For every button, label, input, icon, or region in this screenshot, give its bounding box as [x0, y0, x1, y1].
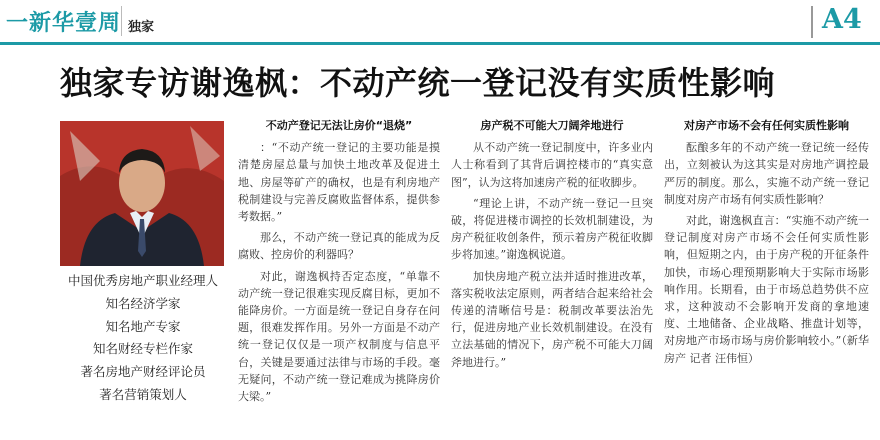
paragraph: 从不动产统一登记制度中，许多业内人士称看到了其背后调控楼市的“真实意图”，认为这将加速房产税的征收脚步。 [451, 141, 653, 189]
article-column-3 [664, 117, 869, 371]
section-label: 独家 [128, 20, 155, 35]
column-heading: 房产税不可能大刀阔斧地进行 [480, 119, 624, 132]
masthead [0, 0, 880, 44]
paragraph: 加快房地产税立法并适时推进改革，落实税收法定原则，两者结合起来给社会传递的清晰信号是：税制改革要法治先行，促进房地产业长效机制建设。在没有立法基础的情况下，房产税不可能大刀阔斧地进行。” [451, 269, 653, 369]
header-rule [0, 42, 880, 45]
portrait-photo [60, 121, 224, 266]
column-heading: 对房产市场不会有任何实质性影响 [684, 119, 849, 132]
caption-line: 著名营销策划人 [99, 386, 187, 402]
masthead-divider [121, 6, 122, 36]
paragraph: ：“不动产统一登记的主要功能是摸清楚房屋总量与加快土地改革及促进土地、房屋等矿产的确权，也是有利房地产税制建设与完善反腐败监督体系，提供参考数据。” [238, 141, 440, 224]
paragraph: 酝酿多年的不动产统一登记统一经传出，立刻被认为这其实是对房地产调控最严厉的制度。那么，实施不动产统一登记制度对房产市场有何实质性影响？ [664, 141, 869, 206]
article-column-1 [238, 117, 440, 409]
column-heading: 不动产登记无法让房价“退烧” [265, 119, 413, 132]
paragraph: 对此，谢逸枫直言：“实施不动产统一登记制度对房产市场不会任何实质性影响，但短期之内，由于房产税的开征条件加快，市场心理预期影响大于实际市场影响作用。长期看，由于市场总趋势供不应求，这种波动不会影响开发商的拿地速度、土地储备、企业战略、推盘计划等，对房地产市场市场与房价影响较小。”（新华房产 记者 汪伟恒） [664, 214, 869, 365]
caption-line: 知名财经专栏作家 [92, 341, 193, 357]
page-number: A4 [822, 4, 862, 35]
newspaper-logo: 一新华壹周 [6, 11, 122, 36]
caption-line: 知名地产专家 [105, 318, 181, 334]
paragraph: 对此，谢逸枫持否定态度，“单靠不动产统一登记很难实现反腐目标，更加不能降房价。一方面是统一登记自身存在问题，很难发挥作用。另外一方面是不动产统一登记仅仅是一项产权制度与信息平台，关键是要通过法律与市场的手段。毫无疑问，不动产统一登记难成为挑降房价大梁。” [238, 269, 440, 404]
paragraph: 那么，不动产统一登记真的能成为反腐败、控房价的利器吗？ [238, 231, 440, 262]
paragraph: “理论上讲，不动产统一登记一旦突破，将促进楼市调控的长效机制建设，为房产税征收创条件，预示着房产税征收脚步将加速。”谢逸枫说道。 [451, 196, 653, 262]
article-headline: 独家专访谢逸枫：不动产统一登记没有实质性影响 [60, 64, 776, 102]
masthead-divider-right [811, 6, 813, 38]
caption-line: 知名经济学家 [105, 295, 181, 311]
caption-line: 中国优秀房地产职业经理人 [67, 273, 218, 288]
article-column-2 [451, 117, 653, 375]
profile-caption [56, 270, 230, 407]
caption-line: 著名房地产财经评论员 [80, 364, 206, 380]
